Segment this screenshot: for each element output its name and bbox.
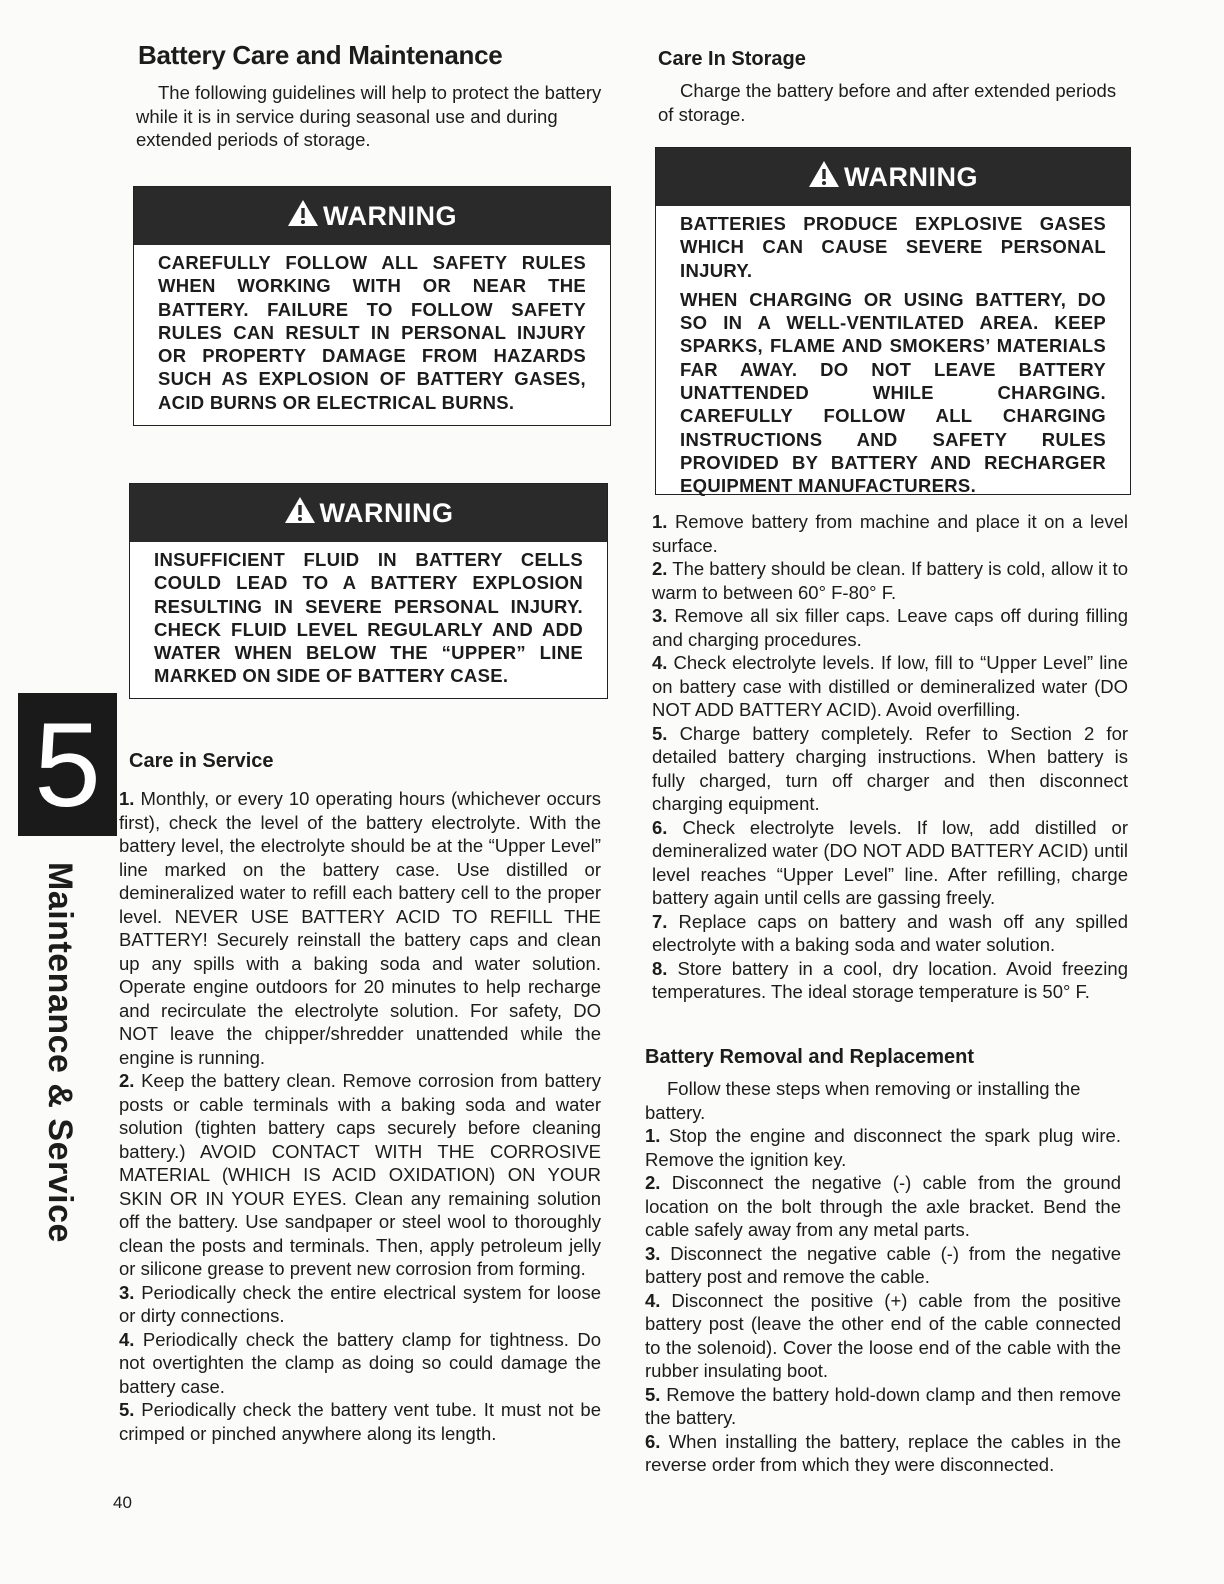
left-column	[120, 40, 608, 152]
warning-triangle-icon	[808, 160, 840, 195]
care-in-service-heading: Care in Service	[129, 750, 274, 772]
section-tab	[18, 693, 117, 836]
warning-box-safety-rules	[133, 186, 611, 426]
page-number: 40	[113, 1493, 132, 1512]
storage-step: 6. Check electrolyte levels. If low, add distilled or demineralized water (DO NOT ADD BATTERY ACID) until level reaches “Upper Level” line. After refilling, charge battery again until cells are gassing freely.	[652, 816, 1129, 908]
warning-header	[134, 187, 610, 245]
warning-header	[656, 148, 1130, 206]
removal-step: 5. Remove the battery hold-down clamp and then remove the battery.	[645, 1383, 1121, 1428]
storage-step: 4. Check electrolyte levels. If low, fill to “Upper Level” line on battery case with distilled or demineralized water (DO NOT ADD BATTERY ACID). Avoid overfilling.	[652, 652, 1128, 720]
removal-step: 2. Disconnect the negative (-) cable from the ground location on the bolt through the axle bracket. Bend the cable safely away from any metal parts.	[645, 1172, 1122, 1240]
warning-paragraph: WHEN CHARGING OR USING BATTERY, DO SO IN A WELL-VENTILATED AREA. KEEP SPARKS, FLAME AND SMOKERS’ MATERIALS FAR AWAY. DO NOT LEAVE BATTERY UNATTENDED WHILE CHARGING. CAREFULLY FOLLOW ALL CHARGING INSTRUCTIONS AND SAFETY RULES PROVIDED BY BATTERY AND RECHARGER EQUIPMENT MANUFACTURERS.	[680, 288, 1106, 497]
section-number: 5	[34, 697, 101, 832]
care-in-storage-heading: Care In Storage	[658, 48, 806, 70]
storage-step: 5. Charge battery completely. Refer to Section 2 for detailed battery charging instructions. When battery is fully charged, turn off charger and then disconnect charging equipment.	[652, 722, 1129, 814]
removal-step: 6. When installing the battery, replace the cables in the reverse order from which they were disconnected.	[645, 1430, 1121, 1475]
warning-text: CAREFULLY FOLLOW ALL SAFETY RULES WHEN WORKING WITH OR NEAR THE BATTERY. FAILURE TO FOLLOW SAFETY RULES CAN RESULT IN PERSONAL INJURY OR PROPERTY DAMAGE FROM HAZARDS SUCH AS EXPLOSION OF BATTERY GASES, ACID BURNS OR ELECTRICAL BURNS.	[158, 252, 586, 413]
service-step: 5. Periodically check the battery vent tube. It must not be crimped or pinched anywhere along its length.	[119, 1399, 601, 1444]
section-title-vertical: Maintenance & Service	[41, 862, 79, 1243]
care-in-service-section	[119, 750, 601, 1445]
warning-triangle-icon	[287, 199, 319, 234]
storage-step: 7. Replace caps on battery and wash off any spilled electrolyte with a baking soda and water solution.	[652, 910, 1128, 955]
care-in-storage-section	[658, 48, 1132, 126]
storage-intro: Charge the battery before and after extended periods of storage.	[658, 80, 1117, 125]
warning-header	[130, 484, 607, 542]
service-step: 3. Periodically check the entire electrical system for loose or dirty connections.	[119, 1281, 601, 1326]
warning-box-insufficient-fluid	[129, 483, 608, 699]
removal-step: 1. Stop the engine and disconnect the spark plug wire. Remove the ignition key.	[645, 1125, 1121, 1170]
battery-removal-section	[645, 1046, 1121, 1477]
page-title: Battery Care and Maintenance	[138, 40, 503, 70]
storage-step: 2. The battery should be clean. If battery is cold, allow it to warm to between 60° F-80° F.	[652, 558, 1128, 603]
warning-triangle-icon	[284, 496, 316, 531]
service-step: 2. Keep the battery clean. Remove corrosion from battery posts or cable terminals with a baking soda and water solution (tighten battery caps securely before cleaning battery.) AVOID CONTACT WITH THE CORROSIVE MATERIAL (WHICH IS ACID OXIDATION) ON YOUR SKIN OR IN YOUR EYES. Clean any remaining solution off the battery. Use sandpaper or steel wool to thoroughly clean the posts and terminals. Then, apply petroleum jelly or silicone grease to prevent new corrosion from forming.	[119, 1070, 602, 1279]
warning-label: WARNING	[323, 200, 457, 231]
warning-label: WARNING	[844, 161, 978, 192]
battery-removal-heading: Battery Removal and Replacement	[645, 1046, 975, 1068]
storage-step: 1. Remove battery from machine and place it on a level surface.	[652, 511, 1129, 556]
storage-steps	[652, 510, 1128, 1004]
storage-step: 8. Store battery in a cool, dry location. Avoid freezing temperatures. The ideal storage temperature is 50° F.	[652, 957, 1128, 1002]
service-step: 4. Periodically check the battery clamp for tightness. Do not overtighten the clamp as doing so could damage the battery case.	[119, 1328, 601, 1397]
removal-intro: Follow these steps when removing or installing the battery.	[645, 1078, 1081, 1123]
warning-label: WARNING	[319, 497, 454, 528]
warning-text: INSUFFICIENT FLUID IN BATTERY CELLS COULD LEAD TO A BATTERY EXPLOSION RESULTING IN SEVERE PERSONAL INJURY. CHECK FLUID LEVEL REGULARLY AND ADD WATER WHEN BELOW THE “UPPER” LINE MARKED ON SIDE OF BATTERY CASE.	[154, 549, 583, 687]
removal-step: 3. Disconnect the negative cable (-) from the negative battery post and remove the cable.	[645, 1242, 1122, 1287]
storage-step: 3. Remove all six filler caps. Leave caps off during filling and charging procedures.	[652, 605, 1128, 650]
intro-paragraph: The following guidelines will help to protect the battery while it is in service during seasonal use and during extended periods of storage.	[136, 82, 602, 150]
warning-text	[656, 206, 1130, 512]
warning-paragraph: BATTERIES PRODUCE EXPLOSIVE GASES WHICH CAN CAUSE SEVERE PERSONAL INJURY.	[680, 213, 1106, 281]
warning-box-explosive-gases	[655, 147, 1131, 495]
removal-step: 4. Disconnect the positive (+) cable from the positive battery post (leave the other end of the cable connected to the solenoid). Cover the loose end of the cable with the rubber insulating boot.	[645, 1289, 1122, 1381]
service-step: 1. Monthly, or every 10 operating hours (whichever occurs first), check the level of the battery electrolyte. With the battery level, the electrolyte should be at the “Upper Level” line marked on the battery case. Use distilled or demineralized water to refill each battery cell to the proper level. NEVER USE BATTERY ACID TO REFILL THE BATTERY! Securely reinstall the battery caps and clean up any spills with a baking soda and water solution. Operate engine outdoors for 20 minutes to help recharge and recirculate the electrolyte solution. For safety, DO NOT leave the chipper/shredder unattended while the engine is running.	[119, 788, 602, 1068]
